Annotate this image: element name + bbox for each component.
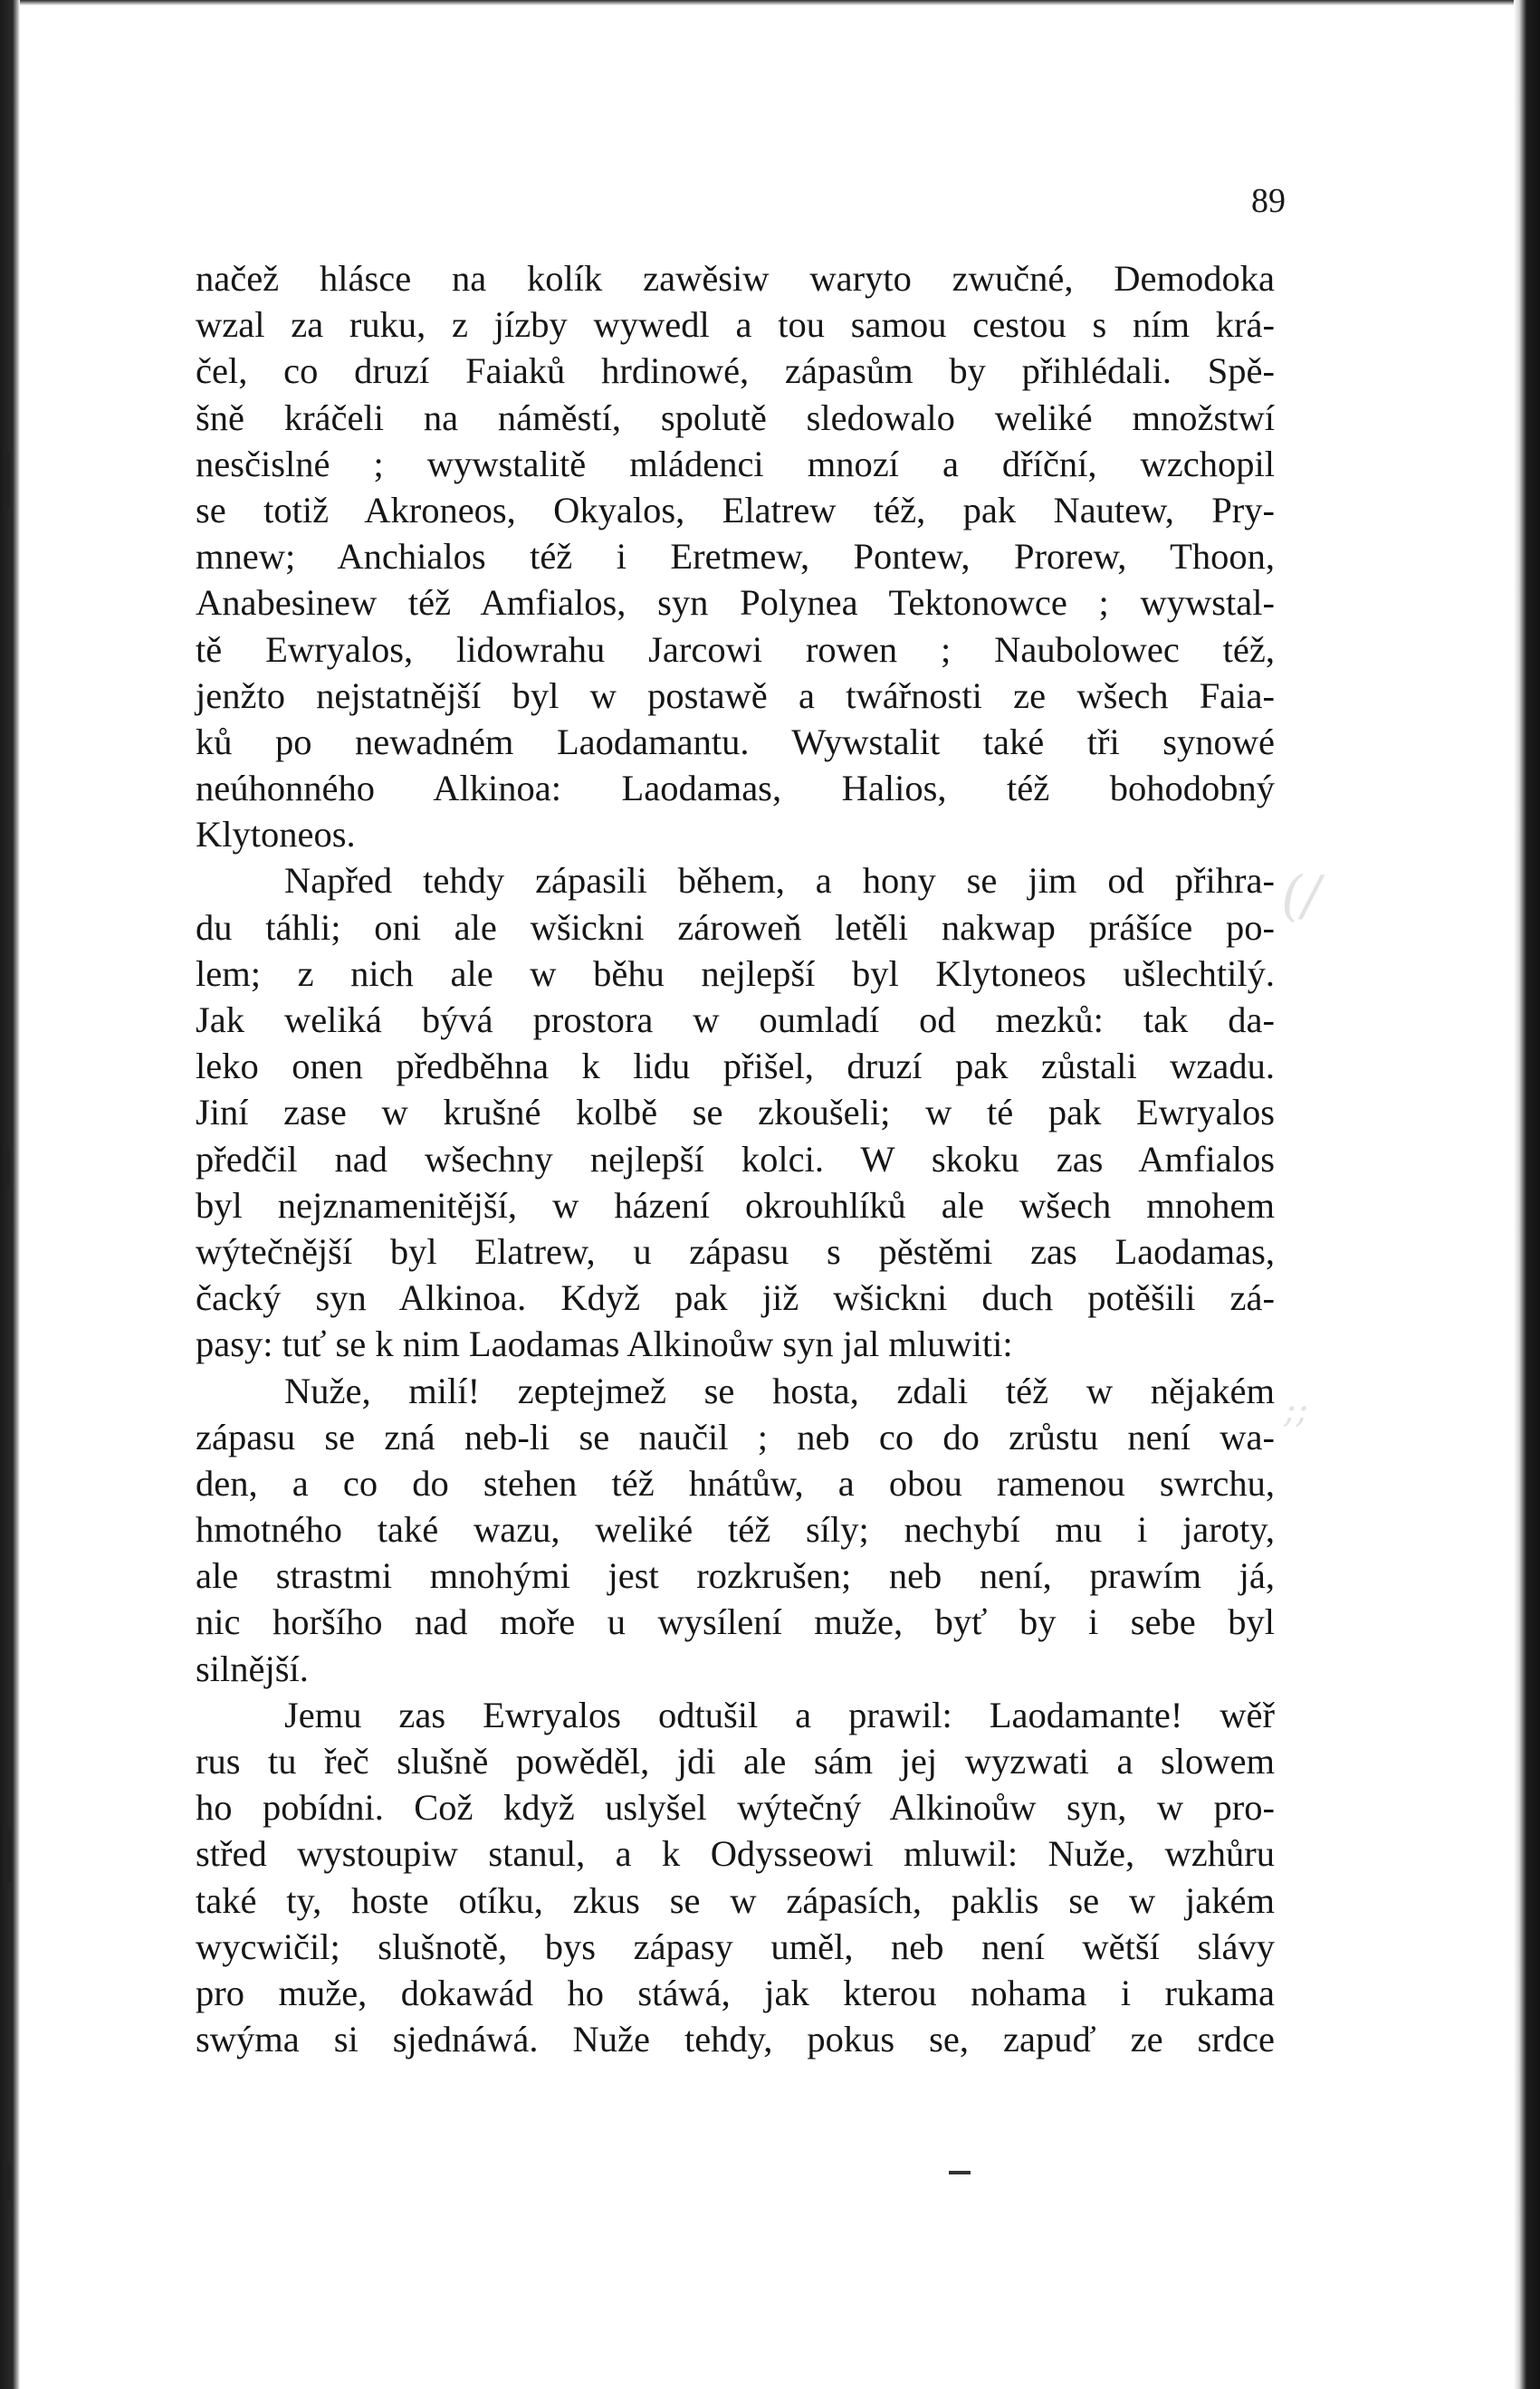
gutter-mark bbox=[5, 453, 10, 507]
text-line: hmotného také wazu, weliké též síly; nechybí mu i jaroty, bbox=[196, 1509, 1275, 1551]
text-line: zápasu se zná neb-li se naučil ; neb co do zrůstu není wa- bbox=[196, 1416, 1275, 1457]
footer-dash bbox=[949, 2171, 971, 2174]
text-line: se totiž Akroneos, Okyalos, Elatrew též, pak Nautew, Pry- bbox=[196, 489, 1275, 530]
text-line: Klytoneos. bbox=[196, 814, 356, 855]
body-text bbox=[196, 255, 1275, 2062]
text-line: byl nejznamenitější, w házení okrouhlíků ale wšech mnohem bbox=[196, 1184, 1275, 1226]
page-number: 89 bbox=[1251, 182, 1286, 220]
text-line: také ty, hoste otíku, zkus se w zápasích, paklis se w jakém bbox=[196, 1879, 1275, 1921]
gutter-mark bbox=[5, 2164, 11, 2200]
text-line: wýtečnější byl Elatrew, u zápasu s pěstěmi zas Laodamas, bbox=[196, 1230, 1275, 1272]
text-line: leko onen předběhna k lidu přišel, druzí pak zůstali wzadu. bbox=[196, 1046, 1275, 1087]
text-line: wycwičil; slušnotě, bys zápasy uměl, neb není wětší slávy bbox=[196, 1926, 1275, 1967]
text-line: tě Ewryalos, lidowrahu Jarcowi rowen ; Naubolowec též, bbox=[196, 628, 1275, 670]
text-line: den, a co do stehen též hnátůw, a obou ramenou swrchu, bbox=[196, 1462, 1275, 1504]
text-line: pasy: tuť se k nim Laodamas Alkinoůw syn jal mluwiti: bbox=[196, 1324, 1013, 1365]
text-line: swýma si sjednáwá. Nuže tehdy, pokus se, zapuď ze srdce bbox=[196, 2019, 1275, 2060]
scan-left-edge bbox=[0, 0, 20, 2389]
text-line: lem; z nich ale w běhu nejlepší byl Klytoneos ušlechtilý. bbox=[196, 952, 1275, 994]
text-line: Nuže, milí! zeptejmež se hosta, zdali též w nějakém bbox=[284, 1370, 1275, 1411]
text-line: načež hlásce na kolík zawěsiw waryto zwučné, Demodoka bbox=[196, 258, 1275, 299]
text-line: Jak weliká bývá prostora w oumladí od mezků: tak da- bbox=[196, 999, 1275, 1040]
gutter-mark bbox=[5, 1829, 12, 1883]
text-line: du táhli; oni ale wšickni zároweň letěli nakwap prášíce po- bbox=[196, 906, 1275, 948]
bleed-through-mark: ;; bbox=[1284, 1390, 1308, 1431]
text-line: Anabesinew též Amfialos, syn Polynea Tektonowce ; wywstal- bbox=[196, 582, 1275, 624]
text-line: Jemu zas Ewryalos odtušil a prawil: Laodamante! wěř bbox=[284, 1694, 1275, 1735]
scan-right-edge bbox=[1514, 0, 1540, 2389]
text-line: rus tu řeč slušně powěděl, jdi ale sám jej wyzwati a slowem bbox=[196, 1741, 1275, 1782]
text-line: wzal za ruku, z jízby wywedl a tou samou cestou s ním krá- bbox=[196, 304, 1275, 346]
text-line: čel, co druzí Faiaků hrdinowé, zápasům by přihlédali. Spě- bbox=[196, 350, 1275, 392]
text-line: předčil nad wšechny nejlepší kolci. W skoku zas Amfialos bbox=[196, 1138, 1275, 1180]
text-line: nesčislné ; wywstalitě mládenci mnozí a dříční, wzchopil bbox=[196, 443, 1275, 484]
text-line: nic horšího nad moře u wysílení muže, byť by i sebe byl bbox=[196, 1601, 1275, 1643]
text-line: ho pobídni. Což když uslyšel wýtečný Alkinoůw syn, w pro- bbox=[196, 1787, 1275, 1829]
text-line: ale strastmi mnohými jest rozkrušen; neb není, prawím já, bbox=[196, 1555, 1275, 1597]
text-line: neúhonného Alkinoa: Laodamas, Halios, též bohodobný bbox=[196, 768, 1275, 809]
text-line: šně kráčeli na náměstí, spolutě sledowalo weliké množstwí bbox=[196, 397, 1275, 438]
text-line: Napřed tehdy zápasili během, a hony se jim od přihra- bbox=[284, 860, 1275, 902]
text-line: ků po newadném Laodamantu. Wywstalit také tři synowé bbox=[196, 721, 1275, 762]
text-line: čacký syn Alkinoa. Když pak již wšickni duch potěšili zá- bbox=[196, 1277, 1275, 1319]
text-line: Jiní zase w krušné kolbě se zkoušeli; w té pak Ewryalos bbox=[196, 1092, 1275, 1133]
text-line: jenžto nejstatnější byl w postawě a twářnosti ze wšech Faia- bbox=[196, 674, 1275, 716]
gutter-mark bbox=[6, 1150, 10, 1186]
text-line: silnější. bbox=[196, 1648, 309, 1689]
text-line: pro muže, dokawád ho stáwá, jak kterou nohama i rukama bbox=[196, 1972, 1275, 2013]
bleed-through-mark: (/ bbox=[1281, 865, 1321, 928]
text-line: střed wystoupiw stanul, a k Odysseowi mluwil: Nuže, wzhůru bbox=[196, 1833, 1275, 1875]
text-line: mnew; Anchialos též i Eretmew, Pontew, Prorew, Thoon, bbox=[196, 536, 1275, 578]
scan-top-edge bbox=[0, 0, 1540, 5]
